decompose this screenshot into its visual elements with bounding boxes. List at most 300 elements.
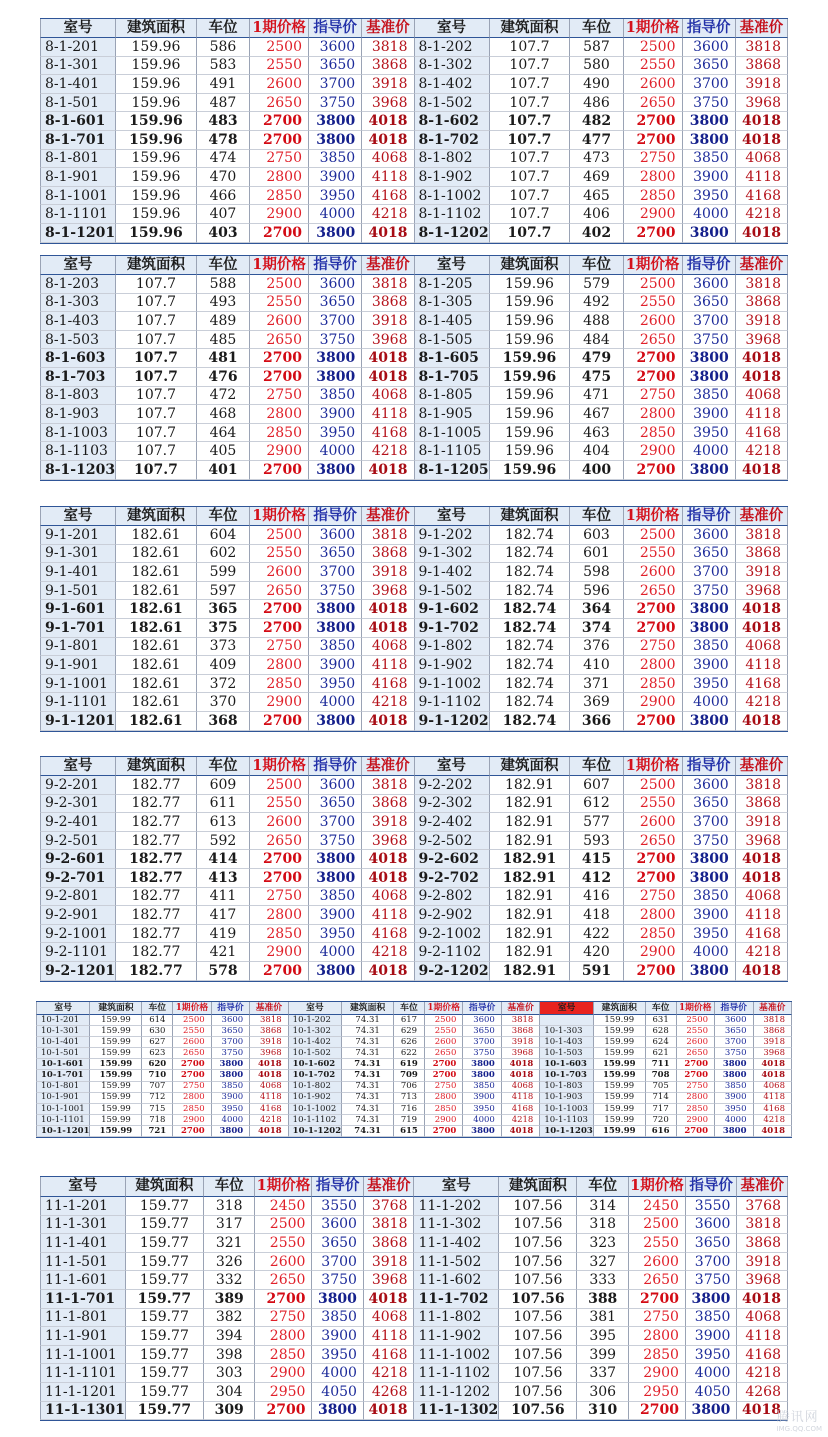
parking-space: 597 bbox=[197, 582, 250, 601]
floor-area: 107.7 bbox=[490, 38, 571, 57]
guide-price: 3950 bbox=[683, 424, 736, 443]
floor-area: 159.99 bbox=[594, 1059, 646, 1070]
floor-area: 159.99 bbox=[594, 1015, 646, 1026]
parking-space: 615 bbox=[394, 1126, 425, 1137]
floor-area: 182.74 bbox=[490, 563, 571, 582]
guide-price: 4000 bbox=[309, 943, 362, 962]
parking-space: 399 bbox=[577, 1346, 628, 1365]
room-number: 10-1-403 bbox=[540, 1037, 593, 1048]
room-number: 10-1-703 bbox=[540, 1070, 593, 1081]
guide-price: 3600 bbox=[312, 1216, 363, 1235]
room-number: 10-1-1202 bbox=[289, 1126, 342, 1137]
floor-area: 182.61 bbox=[116, 545, 197, 564]
phase1-price: 2600 bbox=[624, 813, 683, 832]
base-price: 4118 bbox=[736, 906, 788, 925]
parking-space: 375 bbox=[197, 619, 250, 638]
base-price: 3868 bbox=[736, 795, 788, 814]
room-number: 10-1-1102 bbox=[289, 1115, 342, 1126]
parking-space: 474 bbox=[197, 150, 250, 169]
floor-area: 159.99 bbox=[594, 1082, 646, 1093]
base-price: 3968 bbox=[362, 582, 414, 601]
floor-area: 182.61 bbox=[116, 693, 197, 712]
floor-area: 159.77 bbox=[126, 1402, 204, 1421]
room-number: 8-1-303 bbox=[40, 294, 116, 313]
parking-space: 715 bbox=[142, 1104, 173, 1115]
column-header-phase1-price: 1期价格 bbox=[173, 1002, 211, 1015]
parking-space: 337 bbox=[577, 1364, 628, 1383]
base-price: 3968 bbox=[364, 1271, 415, 1290]
base-price: 3868 bbox=[736, 294, 788, 313]
room-number: 11-1-1301 bbox=[40, 1402, 126, 1421]
parking-space: 473 bbox=[570, 150, 623, 169]
floor-area: 159.96 bbox=[116, 57, 197, 76]
floor-area: 107.7 bbox=[490, 150, 571, 169]
floor-area: 159.96 bbox=[490, 405, 571, 424]
floor-area: 107.56 bbox=[499, 1253, 577, 1272]
parking-space: 602 bbox=[197, 545, 250, 564]
floor-area: 159.96 bbox=[116, 75, 197, 94]
base-price: 4018 bbox=[754, 1126, 793, 1137]
phase1-price: 2900 bbox=[250, 205, 309, 224]
parking-space: 586 bbox=[197, 38, 250, 57]
base-price: 4018 bbox=[736, 224, 788, 243]
room-number: 8-1-202 bbox=[415, 38, 490, 57]
phase1-price: 2600 bbox=[250, 813, 309, 832]
phase1-price: 2500 bbox=[250, 275, 309, 294]
phase1-price: 2900 bbox=[250, 442, 309, 461]
room-number: 9-2-301 bbox=[40, 795, 116, 814]
room-number: 10-1-602 bbox=[289, 1059, 342, 1070]
phase1-price: 2950 bbox=[629, 1383, 686, 1402]
parking-space: 614 bbox=[142, 1015, 173, 1026]
floor-area: 107.7 bbox=[490, 205, 571, 224]
room-number: 10-1-702 bbox=[289, 1070, 342, 1081]
room-number: 9-2-402 bbox=[415, 813, 490, 832]
guide-price: 4000 bbox=[309, 693, 362, 712]
guide-price: 3700 bbox=[309, 312, 362, 331]
floor-area: 182.61 bbox=[116, 526, 197, 545]
base-price: 4018 bbox=[502, 1126, 540, 1137]
parking-space: 612 bbox=[570, 795, 623, 814]
base-price: 4118 bbox=[364, 1327, 415, 1346]
phase1-price: 2800 bbox=[250, 168, 309, 187]
room-number: 8-1-403 bbox=[40, 312, 116, 331]
floor-area: 182.77 bbox=[116, 906, 197, 925]
guide-price: 3800 bbox=[309, 962, 362, 981]
floor-area: 182.61 bbox=[116, 638, 197, 657]
floor-area: 159.99 bbox=[90, 1104, 142, 1115]
guide-price: 3650 bbox=[683, 57, 736, 76]
room-number: 9-1-502 bbox=[415, 582, 490, 601]
parking-space: 484 bbox=[570, 331, 623, 350]
room-number: 9-2-801 bbox=[40, 888, 116, 907]
column-header-room-number: 室号 bbox=[415, 256, 490, 275]
floor-area: 107.7 bbox=[116, 275, 197, 294]
room-number: 9-1-802 bbox=[415, 638, 490, 657]
room-number: 8-1-305 bbox=[415, 294, 490, 313]
room-number: 10-1-201 bbox=[36, 1015, 90, 1026]
floor-area: 159.96 bbox=[490, 368, 571, 387]
column-header-parking-space: 车位 bbox=[570, 507, 623, 526]
room-number: 8-1-605 bbox=[415, 349, 490, 368]
parking-space: 366 bbox=[570, 712, 623, 731]
guide-price: 3650 bbox=[715, 1026, 753, 1037]
parking-space: 720 bbox=[646, 1115, 677, 1126]
floor-area: 182.61 bbox=[116, 675, 197, 694]
room-number: 9-1-1001 bbox=[40, 675, 116, 694]
parking-space: 616 bbox=[646, 1126, 677, 1137]
phase1-price: 2550 bbox=[624, 795, 683, 814]
guide-price: 3850 bbox=[309, 387, 362, 406]
guide-price: 3700 bbox=[309, 563, 362, 582]
base-price: 4018 bbox=[362, 600, 414, 619]
column-header-base-price: 基准价 bbox=[250, 1002, 288, 1015]
parking-space: 395 bbox=[577, 1327, 628, 1346]
phase1-price: 2700 bbox=[624, 962, 683, 981]
parking-space: 716 bbox=[394, 1104, 425, 1115]
floor-area: 107.7 bbox=[116, 312, 197, 331]
base-price: 4168 bbox=[362, 187, 414, 206]
parking-space: 318 bbox=[577, 1216, 628, 1235]
floor-area: 107.7 bbox=[116, 442, 197, 461]
phase1-price: 2700 bbox=[624, 600, 683, 619]
floor-area: 182.77 bbox=[116, 850, 197, 869]
watermark-text: 腾讯网 bbox=[776, 1410, 819, 1425]
column-header-floor-area: 建筑面积 bbox=[342, 1002, 394, 1015]
room-number: 8-1-1201 bbox=[40, 224, 116, 243]
guide-price: 3850 bbox=[683, 638, 736, 657]
room-number: 8-1-502 bbox=[415, 94, 490, 113]
base-price: 3918 bbox=[736, 75, 788, 94]
parking-space: 705 bbox=[646, 1082, 677, 1093]
guide-price: 3650 bbox=[309, 545, 362, 564]
base-price: 3968 bbox=[502, 1048, 540, 1059]
guide-price: 3900 bbox=[309, 656, 362, 675]
room-number: 8-1-601 bbox=[40, 112, 116, 131]
parking-space: 418 bbox=[570, 906, 623, 925]
room-number: 9-1-302 bbox=[415, 545, 490, 564]
base-price: 4018 bbox=[362, 112, 414, 131]
base-price: 3868 bbox=[362, 57, 414, 76]
parking-space: 481 bbox=[197, 349, 250, 368]
parking-space: 631 bbox=[646, 1015, 677, 1026]
base-price: 3818 bbox=[362, 776, 414, 795]
floor-area: 107.7 bbox=[490, 112, 571, 131]
room-number: 9-2-1001 bbox=[40, 925, 116, 944]
base-price: 4218 bbox=[250, 1115, 288, 1126]
room-number: 10-1-1101 bbox=[36, 1115, 90, 1126]
floor-area: 107.7 bbox=[116, 424, 197, 443]
floor-area: 107.56 bbox=[499, 1290, 577, 1309]
column-header-base-price: 基准价 bbox=[362, 757, 414, 776]
parking-space: 623 bbox=[142, 1048, 173, 1059]
guide-price: 3800 bbox=[309, 368, 362, 387]
parking-space: 486 bbox=[570, 94, 623, 113]
parking-space: 400 bbox=[570, 461, 623, 480]
column-header-room-number: 室号 bbox=[40, 1177, 126, 1197]
floor-area: 159.77 bbox=[126, 1271, 204, 1290]
room-number: 8-1-1103 bbox=[40, 442, 116, 461]
guide-price: 3750 bbox=[683, 331, 736, 350]
parking-space: 588 bbox=[197, 275, 250, 294]
floor-area: 159.99 bbox=[90, 1059, 142, 1070]
price-table-b8a bbox=[40, 18, 788, 244]
column-header-parking-space: 车位 bbox=[570, 256, 623, 275]
phase1-price: 2700 bbox=[624, 224, 683, 243]
room-number: 11-1-1101 bbox=[40, 1364, 126, 1383]
floor-area: 182.74 bbox=[490, 638, 571, 657]
room-number: 10-1-1002 bbox=[289, 1104, 342, 1115]
room-number: 11-1-301 bbox=[40, 1216, 126, 1235]
room-number: 10-1-402 bbox=[289, 1037, 342, 1048]
phase1-price: 2650 bbox=[250, 94, 309, 113]
base-price: 3868 bbox=[502, 1026, 540, 1037]
room-number: 8-1-1102 bbox=[415, 205, 490, 224]
phase1-price: 2900 bbox=[255, 1364, 312, 1383]
parking-space: 407 bbox=[197, 205, 250, 224]
base-price: 4018 bbox=[736, 712, 788, 731]
column-header-floor-area: 建筑面积 bbox=[490, 507, 571, 526]
base-price: 4018 bbox=[736, 962, 788, 981]
column-header-room-number: 室号 bbox=[40, 256, 116, 275]
room-number: 9-2-1201 bbox=[40, 962, 116, 981]
base-price: 4068 bbox=[736, 150, 788, 169]
room-number: 8-1-902 bbox=[415, 168, 490, 187]
parking-space: 409 bbox=[197, 656, 250, 675]
base-price: 3868 bbox=[736, 545, 788, 564]
base-price: 4168 bbox=[736, 187, 788, 206]
phase1-price: 2550 bbox=[624, 57, 683, 76]
parking-space: 603 bbox=[570, 526, 623, 545]
column-header-room-number: 室号 bbox=[415, 757, 490, 776]
parking-space: 472 bbox=[197, 387, 250, 406]
parking-space: 421 bbox=[197, 943, 250, 962]
base-price: 3968 bbox=[736, 582, 788, 601]
phase1-price: 2650 bbox=[624, 582, 683, 601]
room-number: 8-1-1202 bbox=[415, 224, 490, 243]
parking-space: 489 bbox=[197, 312, 250, 331]
floor-area: 74.31 bbox=[342, 1093, 394, 1104]
floor-area: 182.77 bbox=[116, 888, 197, 907]
floor-area: 107.7 bbox=[490, 224, 571, 243]
guide-price: 3550 bbox=[686, 1197, 737, 1216]
column-header-phase1-price: 1期价格 bbox=[250, 19, 309, 38]
column-header-parking-space: 车位 bbox=[197, 507, 250, 526]
floor-area: 159.99 bbox=[594, 1037, 646, 1048]
guide-price: 3800 bbox=[309, 131, 362, 150]
phase1-price: 2700 bbox=[624, 368, 683, 387]
guide-price: 3600 bbox=[463, 1015, 501, 1026]
floor-area: 107.56 bbox=[499, 1383, 577, 1402]
guide-price: 3900 bbox=[683, 168, 736, 187]
parking-space: 479 bbox=[570, 349, 623, 368]
guide-price: 4000 bbox=[463, 1115, 501, 1126]
column-header-floor-area: 建筑面积 bbox=[90, 1002, 142, 1015]
guide-price: 3600 bbox=[683, 38, 736, 57]
floor-area: 159.96 bbox=[490, 275, 571, 294]
parking-space: 587 bbox=[570, 38, 623, 57]
room-number: 9-1-702 bbox=[415, 619, 490, 638]
phase1-price: 2850 bbox=[173, 1104, 211, 1115]
column-header-base-price: 基准价 bbox=[754, 1002, 793, 1015]
base-price: 4118 bbox=[362, 405, 414, 424]
phase1-price: 2750 bbox=[173, 1082, 211, 1093]
price-table-b8b bbox=[40, 255, 788, 481]
base-price: 3918 bbox=[736, 813, 788, 832]
parking-space: 583 bbox=[197, 57, 250, 76]
guide-price: 3800 bbox=[463, 1070, 501, 1081]
column-header-parking-space: 车位 bbox=[142, 1002, 173, 1015]
base-price: 4218 bbox=[362, 205, 414, 224]
base-price: 4218 bbox=[502, 1115, 540, 1126]
base-price: 4018 bbox=[250, 1059, 288, 1070]
parking-space: 466 bbox=[197, 187, 250, 206]
phase1-price: 2700 bbox=[173, 1126, 211, 1137]
phase1-price: 2700 bbox=[250, 712, 309, 731]
parking-space: 365 bbox=[197, 600, 250, 619]
phase1-price: 2500 bbox=[677, 1015, 715, 1026]
base-price: 3818 bbox=[362, 38, 414, 57]
base-price: 4168 bbox=[736, 925, 788, 944]
floor-area: 182.61 bbox=[116, 563, 197, 582]
floor-area: 182.74 bbox=[490, 582, 571, 601]
parking-space: 477 bbox=[570, 131, 623, 150]
phase1-price: 2850 bbox=[624, 424, 683, 443]
base-price: 4068 bbox=[362, 888, 414, 907]
parking-space: 721 bbox=[142, 1126, 173, 1137]
phase1-price: 2700 bbox=[624, 112, 683, 131]
floor-area: 74.31 bbox=[342, 1037, 394, 1048]
guide-price: 3900 bbox=[683, 656, 736, 675]
base-price: 3868 bbox=[364, 1234, 415, 1253]
room-number bbox=[540, 1015, 593, 1026]
floor-area: 159.96 bbox=[490, 461, 571, 480]
phase1-price: 2800 bbox=[255, 1327, 312, 1346]
parking-space: 619 bbox=[394, 1059, 425, 1070]
floor-area: 159.77 bbox=[126, 1346, 204, 1365]
column-header-guide-price: 指导价 bbox=[683, 507, 736, 526]
room-number: 11-1-1302 bbox=[414, 1402, 499, 1421]
floor-area: 159.96 bbox=[490, 294, 571, 313]
guide-price: 4050 bbox=[312, 1383, 363, 1402]
column-header-room-number: 室号 bbox=[414, 1177, 499, 1197]
floor-area: 182.74 bbox=[490, 619, 571, 638]
guide-price: 3800 bbox=[683, 869, 736, 888]
room-number: 8-1-603 bbox=[40, 349, 116, 368]
room-number: 11-1-502 bbox=[414, 1253, 499, 1272]
floor-area: 107.7 bbox=[116, 405, 197, 424]
guide-price: 3800 bbox=[715, 1126, 753, 1137]
guide-price: 3800 bbox=[309, 619, 362, 638]
parking-space: 482 bbox=[570, 112, 623, 131]
floor-area: 107.7 bbox=[116, 368, 197, 387]
base-price: 4118 bbox=[362, 906, 414, 925]
room-number: 11-1-401 bbox=[40, 1234, 126, 1253]
phase1-price: 2850 bbox=[629, 1346, 686, 1365]
base-price: 4168 bbox=[502, 1104, 540, 1115]
column-header-parking-space: 车位 bbox=[204, 1177, 255, 1197]
guide-price: 3800 bbox=[683, 850, 736, 869]
room-number: 8-1-602 bbox=[415, 112, 490, 131]
parking-space: 420 bbox=[570, 943, 623, 962]
parking-space: 394 bbox=[204, 1327, 255, 1346]
floor-area: 182.77 bbox=[116, 795, 197, 814]
column-header-floor-area: 建筑面积 bbox=[490, 757, 571, 776]
base-price: 3818 bbox=[250, 1015, 288, 1026]
base-price: 4218 bbox=[362, 943, 414, 962]
room-number: 10-1-601 bbox=[36, 1059, 90, 1070]
room-number: 10-1-1003 bbox=[540, 1104, 593, 1115]
guide-price: 3700 bbox=[212, 1037, 250, 1048]
parking-space: 401 bbox=[197, 461, 250, 480]
floor-area: 159.77 bbox=[126, 1383, 204, 1402]
room-number: 9-1-801 bbox=[40, 638, 116, 657]
base-price: 3868 bbox=[754, 1026, 793, 1037]
floor-area: 182.77 bbox=[116, 776, 197, 795]
room-number: 8-1-405 bbox=[415, 312, 490, 331]
phase1-price: 2700 bbox=[624, 461, 683, 480]
base-price: 4018 bbox=[502, 1059, 540, 1070]
room-number: 9-2-702 bbox=[415, 869, 490, 888]
guide-price: 3600 bbox=[309, 776, 362, 795]
phase1-price: 2850 bbox=[250, 187, 309, 206]
phase1-price: 2700 bbox=[250, 349, 309, 368]
guide-price: 3650 bbox=[212, 1026, 250, 1037]
column-header-room-number: 室号 bbox=[40, 757, 116, 776]
guide-price: 3800 bbox=[212, 1070, 250, 1081]
base-price: 4018 bbox=[250, 1126, 288, 1137]
base-price: 3918 bbox=[362, 75, 414, 94]
guide-price: 4000 bbox=[312, 1364, 363, 1383]
parking-space: 333 bbox=[577, 1271, 628, 1290]
room-number: 11-1-1102 bbox=[414, 1364, 499, 1383]
floor-area: 107.56 bbox=[499, 1327, 577, 1346]
phase1-price: 2800 bbox=[425, 1093, 463, 1104]
parking-space: 628 bbox=[646, 1026, 677, 1037]
room-number: 11-1-302 bbox=[414, 1216, 499, 1235]
base-price: 4018 bbox=[362, 712, 414, 731]
phase1-price: 2600 bbox=[629, 1253, 686, 1272]
header-room-highlighted: 室号 bbox=[540, 1002, 593, 1015]
room-number: 9-1-402 bbox=[415, 563, 490, 582]
parking-space: 389 bbox=[204, 1290, 255, 1309]
price-table-b10 bbox=[36, 1001, 792, 1138]
base-price: 4218 bbox=[736, 442, 788, 461]
base-price: 3918 bbox=[737, 1253, 788, 1272]
phase1-price: 2650 bbox=[255, 1271, 312, 1290]
room-number: 8-1-903 bbox=[40, 405, 116, 424]
base-price: 3868 bbox=[736, 57, 788, 76]
base-price: 4218 bbox=[362, 693, 414, 712]
floor-area: 159.99 bbox=[90, 1093, 142, 1104]
guide-price: 3800 bbox=[309, 112, 362, 131]
parking-space: 404 bbox=[570, 442, 623, 461]
base-price: 4118 bbox=[250, 1093, 288, 1104]
guide-price: 3650 bbox=[683, 545, 736, 564]
floor-area: 182.77 bbox=[116, 832, 197, 851]
base-price: 3918 bbox=[250, 1037, 288, 1048]
guide-price: 3650 bbox=[309, 795, 362, 814]
parking-space: 624 bbox=[646, 1037, 677, 1048]
guide-price: 3900 bbox=[309, 168, 362, 187]
base-price: 4018 bbox=[362, 962, 414, 981]
column-header-phase1-price: 1期价格 bbox=[250, 507, 309, 526]
floor-area: 107.56 bbox=[499, 1216, 577, 1235]
room-number: 10-1-302 bbox=[289, 1026, 342, 1037]
guide-price: 3900 bbox=[309, 405, 362, 424]
phase1-price: 2800 bbox=[250, 405, 309, 424]
base-price: 3868 bbox=[250, 1026, 288, 1037]
